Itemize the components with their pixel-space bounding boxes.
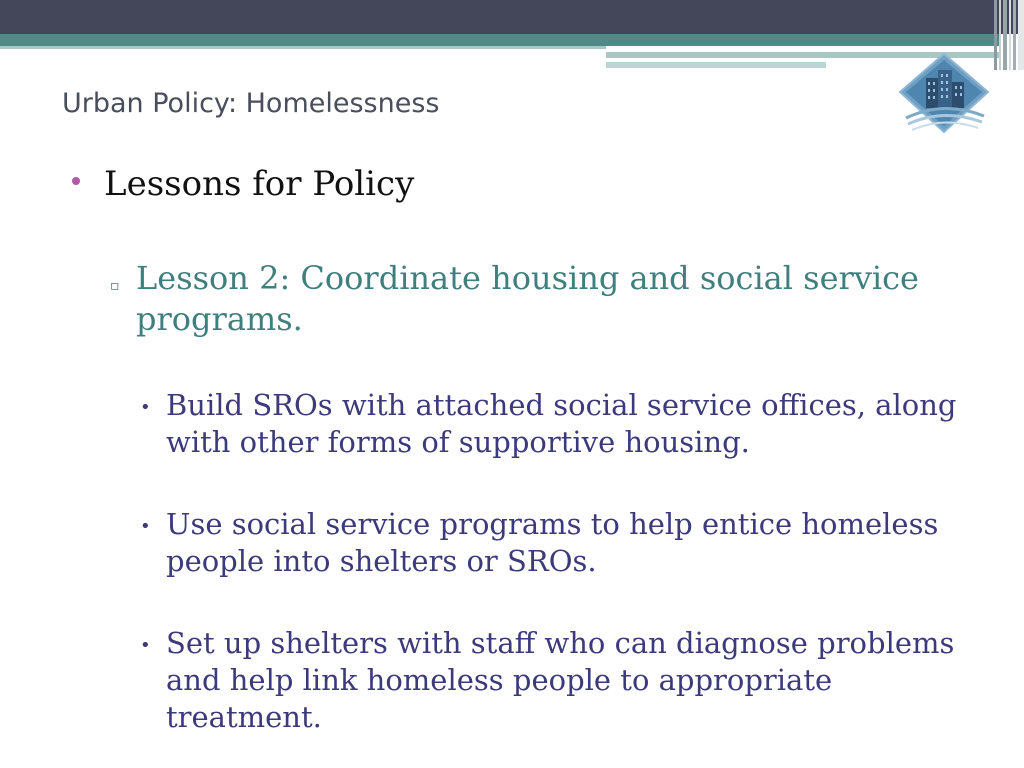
header-teal-band: [0, 34, 1000, 46]
level3-bullet-dot: •: [140, 635, 151, 656]
level2-bullet-square: ▫: [110, 278, 120, 294]
level3-bullet-item: [136, 625, 976, 736]
level3-bullet-dot: •: [140, 397, 151, 418]
level3-bullet-dot: •: [140, 516, 151, 537]
level1-bullet-dot: [72, 177, 80, 185]
level3-text: Set up shelters with staff who can diagnose problems and help link homeless people to appropriate treatment.: [166, 626, 955, 734]
header-light-band: [0, 46, 606, 49]
level2-text: Lesson 2: Coordinate housing and social service programs.: [136, 259, 919, 338]
level3-bullet-item: [136, 387, 976, 461]
level3-text: Build SROs with attached social service offices, along with other forms of supportive housing.: [166, 388, 957, 459]
header-vertical-stripes: [994, 0, 1024, 70]
header-right-bar-short: [606, 62, 826, 68]
header-dark-band: [0, 0, 1024, 34]
level3-bullet-item: [136, 506, 976, 580]
city-buildings-icon: [898, 52, 990, 136]
level2-bullet-item: [110, 258, 930, 340]
level3-text: Use social service programs to help entice homeless people into shelters or SROs.: [166, 507, 939, 578]
slide-title: Urban Policy: Homelessness: [62, 88, 440, 119]
level1-text: Lessons for Policy: [104, 164, 415, 204]
